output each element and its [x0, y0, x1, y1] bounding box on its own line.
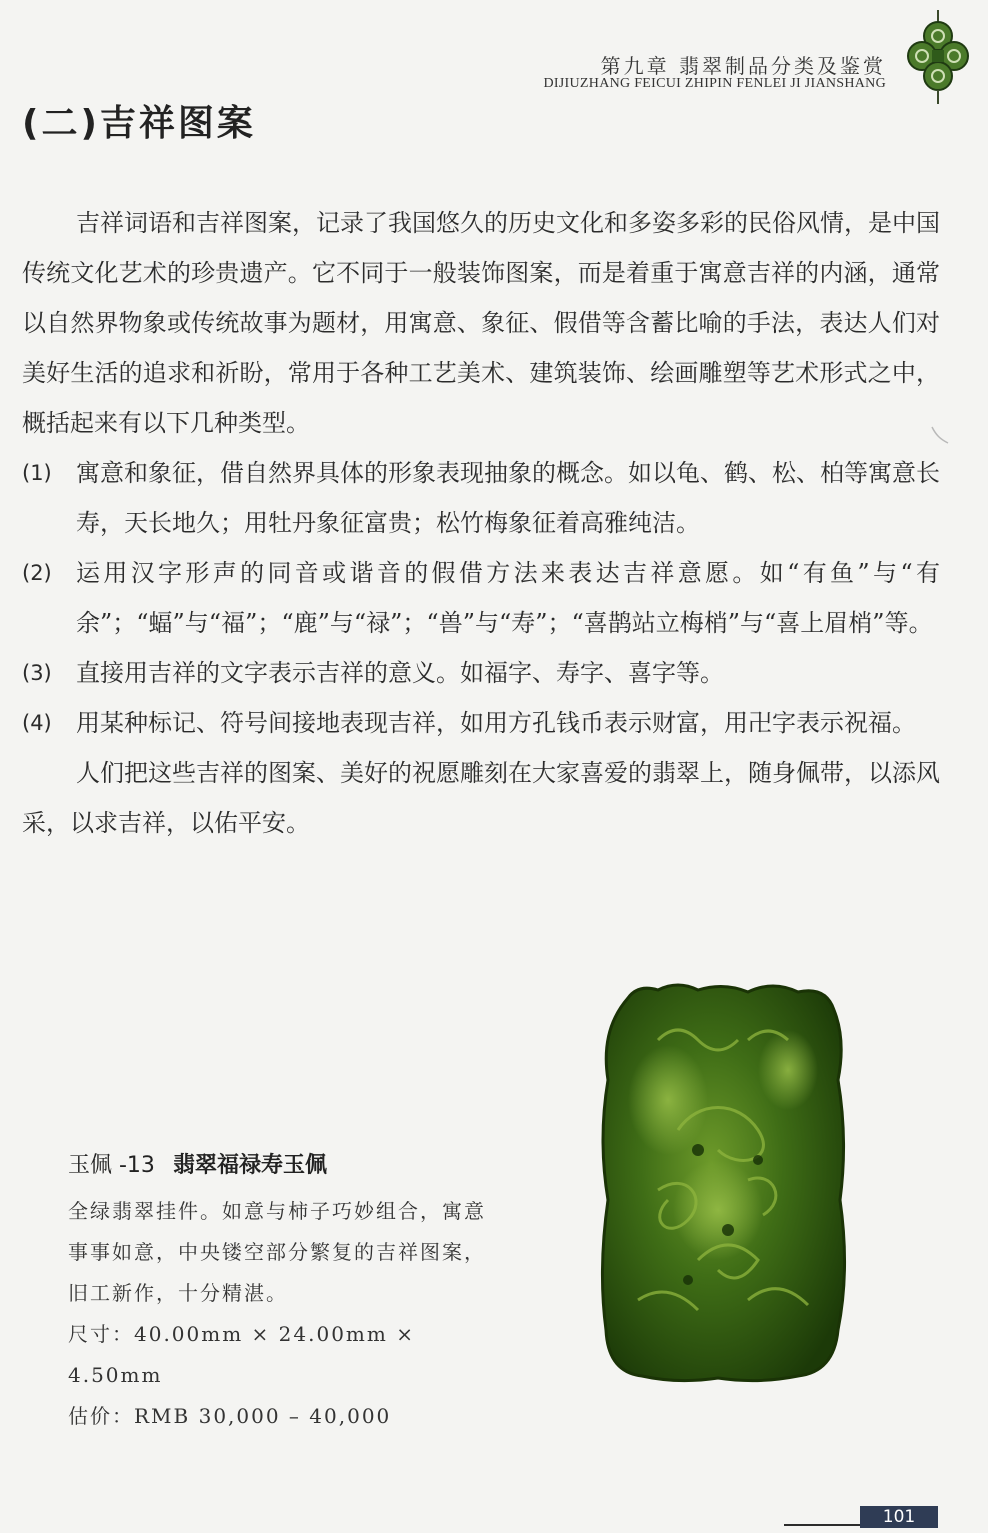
- list-item-text: 直接用吉祥的文字表示吉祥的意义。如福字、寿字、喜字等。: [76, 659, 724, 687]
- list-item-text: 用某种标记、符号间接地表现吉祥，如用方孔钱币表示财富，用卍字表示祝福。: [76, 709, 916, 737]
- caption-price: 估价：RMB 30,000 – 40,000: [68, 1404, 392, 1428]
- list-item-number: (3): [22, 661, 52, 685]
- list-item: [22, 648, 940, 698]
- chapter-title-cn: 第九章 翡翠制品分类及鉴赏: [600, 54, 886, 78]
- list-item: [22, 698, 940, 748]
- list-item: [22, 448, 940, 548]
- photo-caption: [68, 1148, 488, 1437]
- page-number: 101: [860, 1506, 938, 1528]
- section-title: (二)吉祥图案: [22, 103, 256, 144]
- chinese-knot-icon: [896, 10, 980, 104]
- caption-body: [68, 1191, 488, 1437]
- list-item: [22, 548, 940, 648]
- pen-mark: [930, 425, 950, 447]
- chapter-title-en: DIJIUZHANG FEICUI ZHIPIN FENLEI JI JIANSHANG: [543, 76, 886, 91]
- list-item-text: 寓意和象征，借自然界具体的形象表现抽象的概念。如以龟、鹤、松、柏等寓意长寿，天长地久；用牡丹象征富贵；松竹梅象征着高雅纯洁。: [76, 459, 940, 537]
- body-text: [22, 198, 940, 848]
- list-item-number: (4): [22, 711, 52, 735]
- intro-paragraph: 吉祥词语和吉祥图案，记录了我国悠久的历史文化和多姿多彩的民俗风情，是中国传统文化艺术的珍贵遗产。它不同于一般装饰图案，而是着重于寓意吉祥的内涵，通常以自然界物象或传统故事为题材，用寓意、象征、假借等含蓄比喻的手法，表达人们对美好生活的追求和祈盼，常用于各种工艺美术、建筑装饰、绘画雕塑等艺术形式之中，概括起来有以下几种类型。: [22, 209, 940, 437]
- caption-code: 玉佩 -13: [68, 1153, 155, 1178]
- caption-name: 翡翠福禄寿玉佩: [172, 1153, 327, 1178]
- caption-description: 全绿翡翠挂件。如意与柿子巧妙组合，寓意事事如意，中央镂空部分繁复的吉祥图案，旧工新作，十分精湛。: [68, 1199, 486, 1305]
- caption-size: 尺寸：40.00mm × 24.00mm × 4.50mm: [68, 1322, 415, 1387]
- list-item-text: 运用汉字形声的同音或谐音的假借方法来表达吉祥意愿。如“有鱼”与“有余”；“蝠”与“福”；“鹿”与“禄”；“兽”与“寿”；“喜鹊站立梅梢”与“喜上眉梢”等。: [76, 559, 940, 637]
- list-item-number: (1): [22, 461, 52, 485]
- closing-paragraph: 人们把这些吉祥的图案、美好的祝愿雕刻在大家喜爱的翡翠上，随身佩带，以添风采，以求吉祥，以佑平安。: [22, 759, 940, 837]
- jade-pendant-image: [598, 980, 850, 1385]
- caption-title: [68, 1148, 488, 1179]
- list-item-number: (2): [22, 561, 52, 585]
